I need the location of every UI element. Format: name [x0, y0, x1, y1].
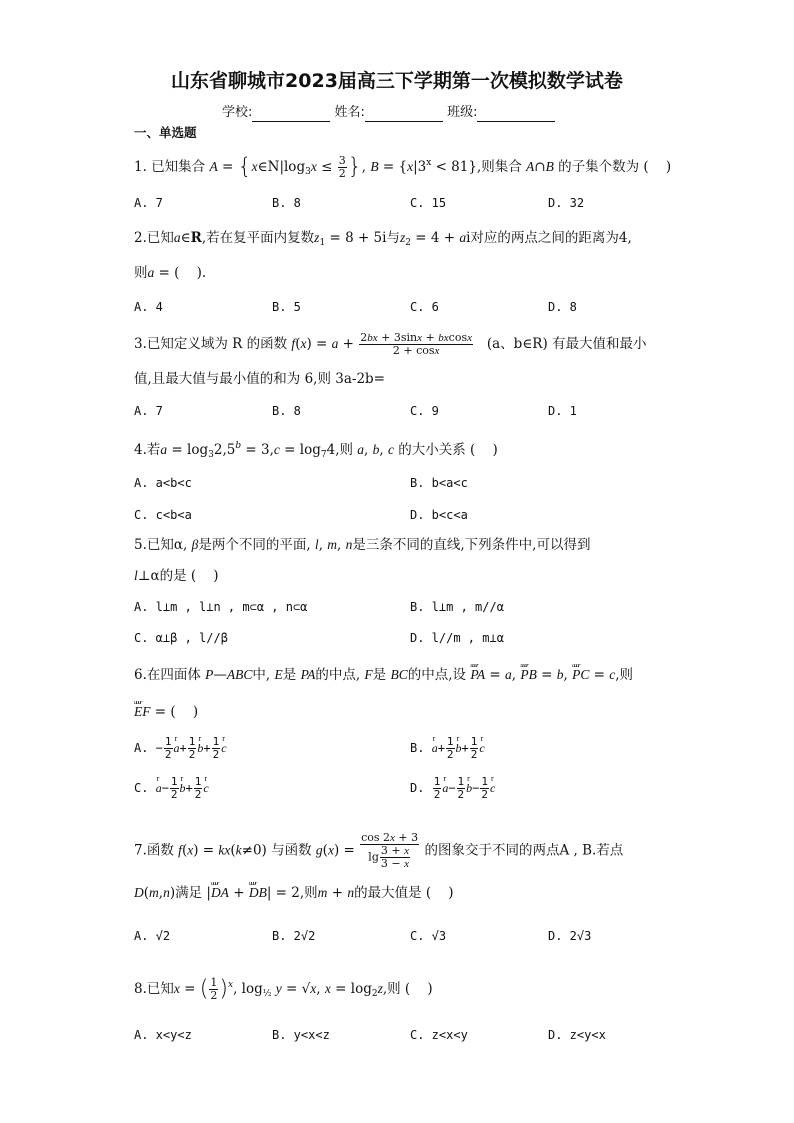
q2-option-b[interactable]: B. 5 — [272, 300, 301, 314]
class-blank[interactable] — [477, 107, 555, 122]
q4-option-d[interactable]: D. b<c<a — [410, 508, 468, 522]
question-5-line1: 5.已知α, β是两个不同的平面, l, m, n是三条不同的直线,下列条件中,可以得到 — [134, 537, 591, 553]
q8-option-a[interactable]: A. x<y<z — [134, 1028, 192, 1042]
question-2-line1: 2.已知a∈R,若在复平面内复数$z_1 = 8 + 5i$与$z_2 = 4$ + ai对应的两点之间的距离为4, — [134, 230, 632, 248]
q6-option-c[interactable]: C. r a− $\frac{1}{2}$ r b+ $\frac{1}{2}$ r c — [134, 776, 209, 801]
q5-option-c[interactable]: C. α⊥β , l//β — [134, 631, 228, 645]
class-label: 班级: — [447, 105, 478, 120]
question-1: 1. 已知集合 $A = \{x\in N|\log_3x$ ≤ $\frac{3}{2}$ }, $B = \{x|3^x < 81\}$,则集合 A∩B 的子集个数为 ( ) — [134, 154, 672, 180]
q3-option-d[interactable]: D. 1 — [548, 404, 577, 418]
q3-option-a[interactable]: A. 7 — [134, 404, 163, 418]
q2-option-a[interactable]: A. 4 — [134, 300, 163, 314]
question-7-line2: D(m,n)满足 |uuur DA + uuur DB| = 2,则m + n的最大值是 ( ) — [134, 884, 454, 902]
question-6-line1: 6.在四面体 P—ABC中, E是 PA的中点, F是 BC的中点,设 uuur PA = a, uuur PB = b, uuur PC = c,则 — [134, 666, 633, 684]
school-blank[interactable] — [252, 107, 330, 122]
q2-option-d[interactable]: D. 8 — [548, 300, 577, 314]
q6-option-d[interactable]: D. $\frac{1}{2}$ r a− $\frac{1}{2}$ r b− $\frac{1}{2}$ r c — [410, 776, 495, 801]
question-7-line1: 7.函数 f(x) = kx(k≠0) 与函数 g(x) = cos 2x + 3 lg $\frac{3 + x}{3 - x}$ 的图象交于不同的两点A , B.若点 — [134, 831, 624, 870]
q7-option-c[interactable]: C. √3 — [410, 929, 447, 943]
name-blank[interactable] — [365, 107, 443, 122]
question-3-line1: 3.已知定义域为 R 的函数 f(x) = a + $\frac{2bx + 3\sin x + bxcosx}{2 + \cos x}$ (a、b∈R) 有最大值和最小 — [134, 331, 647, 357]
q8-option-d[interactable]: D. z<y<x — [548, 1028, 606, 1042]
q8-option-c[interactable]: C. z<x<y — [410, 1028, 468, 1042]
q1-option-b[interactable]: B. 8 — [272, 196, 301, 210]
q7-option-a[interactable]: A. √2 — [134, 929, 171, 943]
q8-option-b[interactable]: B. y<x<z — [272, 1028, 330, 1042]
section-heading: 一、单选题 — [134, 125, 197, 140]
question-2-line2: 则a = ( ). — [134, 265, 207, 281]
question-3-line2: 值,且最大值与最小值的和为 6,则 3a-2b= — [134, 371, 385, 387]
q2-option-c[interactable]: C. 6 — [410, 300, 439, 314]
q3-option-c[interactable]: C. 9 — [410, 404, 439, 418]
q1-option-a[interactable]: A. 7 — [134, 196, 163, 210]
q5-option-d[interactable]: D. l//m , m⊥α — [410, 631, 504, 645]
q7-option-d[interactable]: D. 2√3 — [548, 929, 592, 943]
q5-option-a[interactable]: A. l⊥m , l⊥n , m⊂α , n⊂α — [134, 600, 308, 614]
q6-option-a[interactable]: A. − $\frac{1}{2}$ r a+ $\frac{1}{2}$ r b+ $\frac{1}{2}$ r c — [134, 736, 227, 761]
q4-option-a[interactable]: A. a<b<c — [134, 476, 192, 490]
name-label: 姓名: — [334, 105, 365, 120]
q1-number: 1. — [134, 159, 147, 175]
q1-text-a: 已知集合 — [151, 159, 206, 175]
q1-option-c[interactable]: C. 15 — [410, 196, 447, 210]
question-6-line2: uuur EF = ( ) — [134, 703, 198, 721]
exam-title: 山东省聊城市2023届高三下学期第一次模拟数学试卷 — [171, 70, 623, 92]
school-label: 学校: — [222, 105, 253, 120]
question-8: 8.已知x = ( $\frac{1}{2}$ )$^x$, $\log_{\frac{1}{2}} y = √x$, $x = \log_2z$,则 ( ) — [134, 976, 433, 1002]
q4-option-b[interactable]: B. b<a<c — [410, 476, 468, 490]
q7-option-b[interactable]: B. 2√2 — [272, 929, 316, 943]
q3-option-b[interactable]: B. 8 — [272, 404, 301, 418]
q6-option-b[interactable]: B. r a+ $\frac{1}{2}$ r b+ $\frac{1}{2}$ r c — [410, 736, 485, 761]
q4-option-c[interactable]: C. c<b<a — [134, 508, 192, 522]
q5-option-b[interactable]: B. l⊥m , m//α — [410, 600, 504, 614]
q1-option-d[interactable]: D. 32 — [548, 196, 585, 210]
student-info-row — [222, 104, 555, 122]
question-5-line2: l⊥α的是 ( ) — [134, 568, 219, 584]
question-4: 4.若$a = \log_32,5^b = 3,c = \log_74$,则 a, b, c 的大小关系 ( ) — [134, 441, 498, 460]
